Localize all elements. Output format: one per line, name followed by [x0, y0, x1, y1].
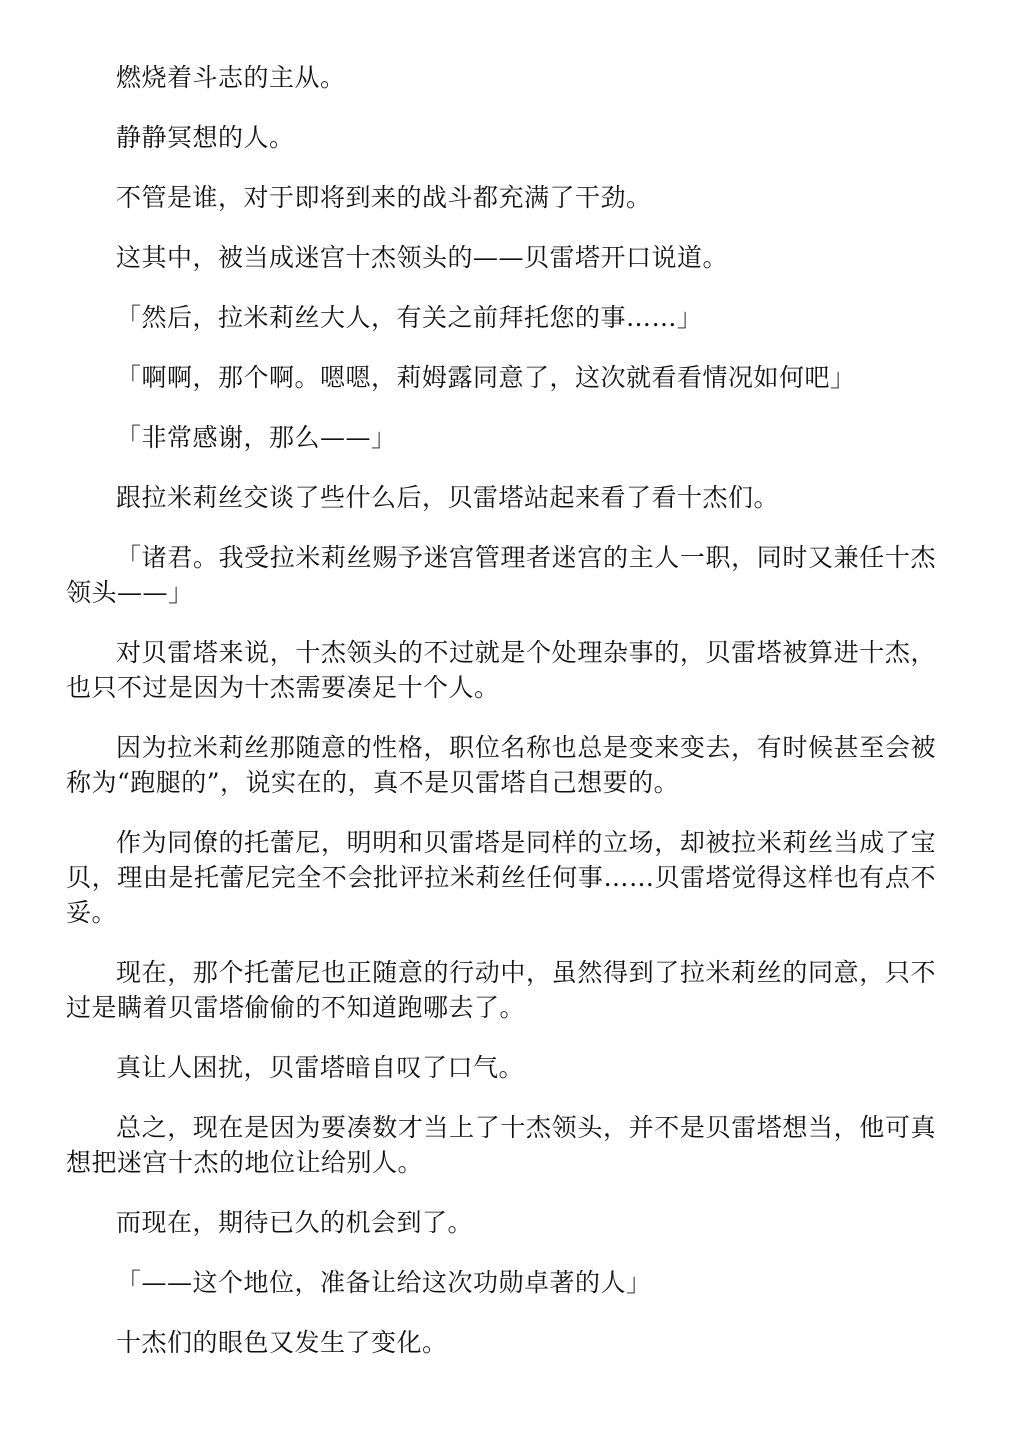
paragraph: 而现在，期待已久的机会到了。: [116, 1208, 474, 1237]
paragraph: 作为同僚的托蕾尼，明明和贝雷塔是同样的立场，却被拉米莉丝当成了宝贝，理由是托蕾尼完全不会批评拉米莉丝任何事……贝雷塔觉得这样也有点不妥。: [66, 828, 936, 927]
paragraph: 现在，那个托蕾尼也正随意的行动中，虽然得到了拉米莉丝的同意，只不过是瞒着贝雷塔偷偷的不知道跑哪去了。: [66, 958, 936, 1022]
document-page: [66, 60, 936, 1385]
paragraph: 对贝雷塔来说，十杰领头的不过就是个处理杂事的，贝雷塔被算进十杰，也只不过是因为十杰需要凑足十个人。: [66, 638, 936, 702]
paragraph: 真让人困扰，贝雷塔暗自叹了口气。: [116, 1053, 525, 1082]
paragraph: 十杰们的眼色又发生了变化。: [116, 1328, 448, 1357]
paragraph: 跟拉米莉丝交谈了些什么后，贝雷塔站起来看了看十杰们。: [116, 483, 780, 512]
dialogue-paragraph: 「——这个地位，准备让给这次功勋卓著的人」: [116, 1268, 652, 1297]
dialogue-paragraph: 「然后，拉米莉丝大人，有关之前拜托您的事……」: [116, 303, 703, 332]
paragraph: 静静冥想的人。: [116, 123, 295, 152]
paragraph: 总之，现在是因为要凑数才当上了十杰领头，并不是贝雷塔想当，他可真想把迷宫十杰的地位让给别人。: [66, 1113, 936, 1177]
paragraph: 燃烧着斗志的主从。: [116, 63, 346, 92]
dialogue-paragraph: 「啊啊，那个啊。嗯嗯，莉姆露同意了，这次就看看情况如何吧」: [116, 363, 856, 392]
paragraph: 因为拉米莉丝那随意的性格，职位名称也总是变来变去，有时候甚至会被称为“跑腿的”，说实在的，真不是贝雷塔自己想要的。: [66, 733, 936, 797]
paragraph: 这其中，被当成迷宫十杰领头的——贝雷塔开口说道。: [116, 243, 729, 272]
dialogue-paragraph: 「非常感谢，那么——」: [116, 423, 397, 452]
dialogue-paragraph: 「诸君。我受拉米莉丝赐予迷宫管理者迷宫的主人一职，同时又兼任十杰领头——」: [66, 543, 936, 607]
paragraph: 不管是谁，对于即将到来的战斗都充满了干劲。: [116, 183, 652, 212]
